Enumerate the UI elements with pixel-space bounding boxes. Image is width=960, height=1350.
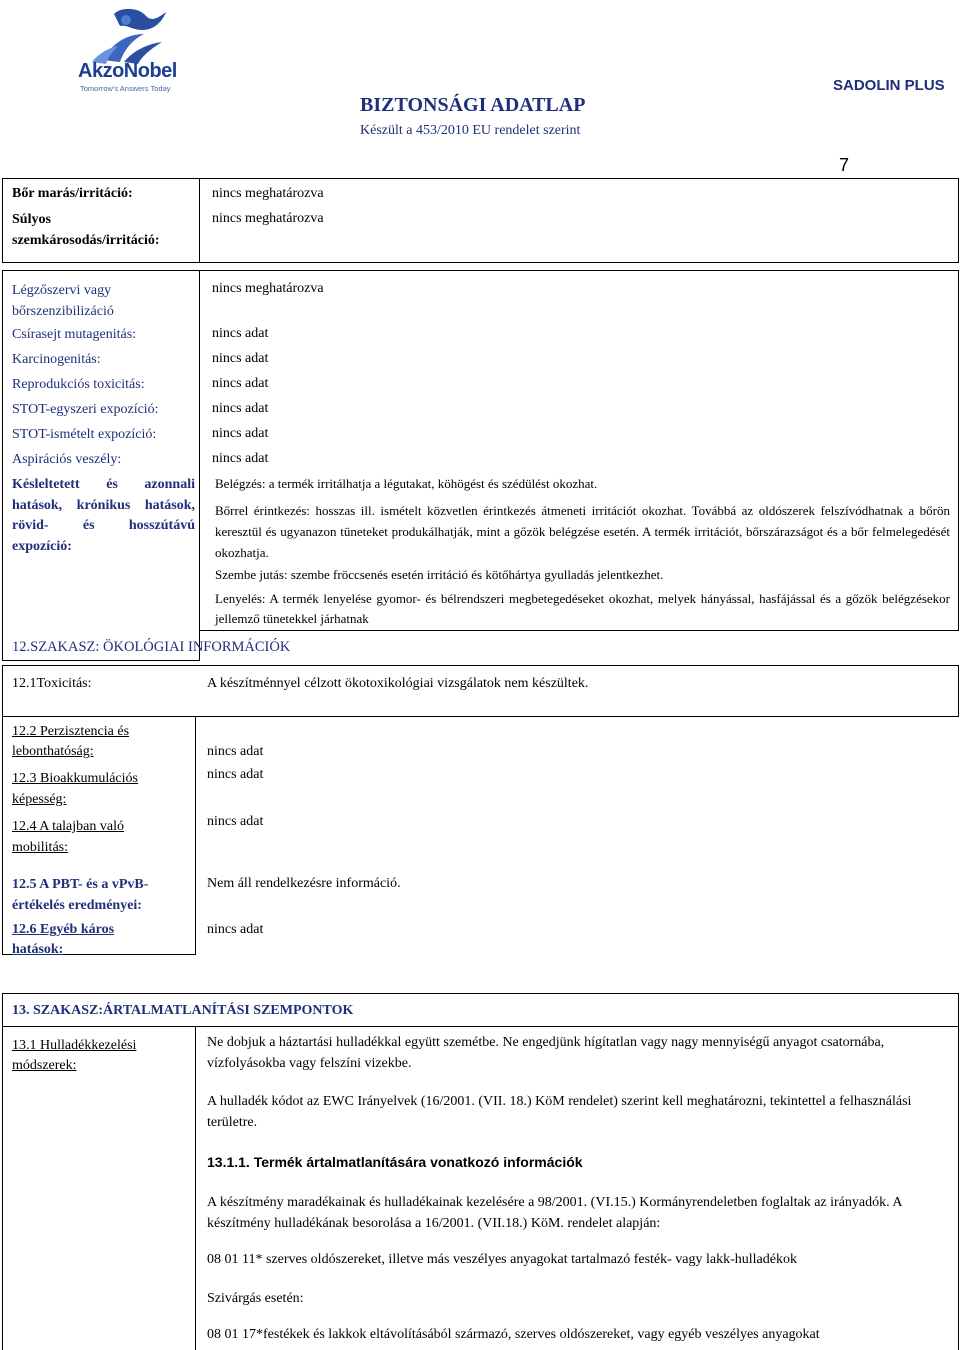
disposal-paragraph-3: A készítmény maradékainak és hulladékainak kezelésére a 98/2001. (VI.15.) Kormányrendeletben foglaltak az irányadók. A készítmény hulladékának besorolása a 16/2001. (VII.18.) KöM. rendelet alapján: xyxy=(207,1195,902,1231)
bioaccumulation-label: 12.3 Bioakkumulációs képesség: xyxy=(12,771,138,807)
bioaccumulation-value: nincs adat xyxy=(207,767,264,782)
waste-code-2: 08 01 17*festékek és lakkok eltávolításából származó, szerves oldószereket, vagy egyéb veszélyes anyagokat xyxy=(207,1327,820,1342)
other-effects-value: nincs adat xyxy=(207,922,264,937)
logo-text: AkzoNobel xyxy=(78,60,177,82)
page-number: 7 xyxy=(839,155,850,175)
document-subtitle: Készült a 453/2010 EU rendelet szerint xyxy=(360,123,581,138)
skin-irritation-label: Bőr marás/irritáció: xyxy=(12,186,133,201)
aspiration-label: Aspirációs veszély: xyxy=(12,452,122,467)
toxicity-label: 12.1Toxicitás: xyxy=(12,676,92,691)
effect-inhalation: Belégzés: a termék irritálhatja a légutakat, köhögést és szédülést okozhat. xyxy=(215,476,598,491)
disposal-paragraph-2: A hulladék kódot az EWC Irányelvek (16/2001. (VII. 18.) KöM rendelet) szerint kell meghatározni, tekintettel a felhasználási területre. xyxy=(207,1094,912,1130)
mutagenicity-value: nincs adat xyxy=(212,326,269,341)
disposal-paragraph-1: Ne dobjuk a háztartási hulladékkal együtt szemétbe. Ne engedjünk hígítatlan vagy nagy mennyiségű anyagot csatornába, vízfolyásokba vagy felszíni vizekbe. xyxy=(207,1035,885,1071)
effect-ingestion: Lenyelés: A termék lenyelése gyomor- és bélrendszeri megbetegedéseket okozhat, melyek hányással, hasfájással és a gőzök belégzésekor jellemző tünetekkel járhatnak xyxy=(215,591,950,626)
delayed-effects-label: Késleltetett és azonnali hatások, krónikus hatások, rövid- és hosszútávú expozíció: xyxy=(12,477,195,554)
sensitization-value: nincs meghatározva xyxy=(212,281,324,296)
persistence-value: nincs adat xyxy=(207,744,264,759)
soil-mobility-label: 12.4 A talajban való mobilitás: xyxy=(12,819,124,855)
leak-label: Szivárgás esetén: xyxy=(207,1291,304,1306)
eye-damage-value: nincs meghatározva xyxy=(212,211,324,226)
aspiration-value: nincs adat xyxy=(212,451,269,466)
carcinogenicity-value: nincs adat xyxy=(212,351,269,366)
stot-single-value: nincs adat xyxy=(212,401,269,416)
product-name: SADOLIN PLUS xyxy=(833,77,945,94)
stot-repeated-label: STOT-ismételt expozíció: xyxy=(12,427,157,442)
stot-repeated-value: nincs adat xyxy=(212,426,269,441)
pbt-assessment-value: Nem áll rendelkezésre információ. xyxy=(207,876,401,891)
company-logo xyxy=(62,4,192,94)
reproductive-toxicity-label: Reprodukciós toxicitás: xyxy=(12,377,145,392)
effect-skin: Bőrrel érintkezés: hosszas ill. ismételt közvetlen érintkezés átmeneti irritációt okozhat. Továbbá az oldószerek felszívódhatnak a bőrön keresztül és ugyanazon tüneteket produkálhatják, mint a gőzök belégzése esetén. A termék irritációt, bőrszárazságot és a bőr felmelegedését okozhatja. xyxy=(215,503,950,560)
section-12-title: 12.SZAKASZ: ÖKOLÓGIAI INFORMÁCIÓK xyxy=(12,639,291,655)
toxicity-value: A készítménnyel célzott ökotoxikológiai vizsgálatok nem készültek. xyxy=(207,676,589,691)
persistence-label: 12.2 Perzisztencia és lebonthatóság: xyxy=(12,724,130,759)
document-title: BIZTONSÁGI ADATLAP xyxy=(360,94,586,116)
other-effects-label: 12.6 Egyéb káros hatások: xyxy=(12,922,115,957)
mutagenicity-label: Csírasejt mutagenitás: xyxy=(12,327,137,342)
eye-damage-label: Súlyos szemkárosodás/irritáció: xyxy=(12,212,160,248)
stot-single-label: STOT-egyszeri expozíció: xyxy=(12,402,159,417)
skin-irritation-value: nincs meghatározva xyxy=(212,186,324,201)
section-13-title: 13. SZAKASZ:ÁRTALMATLANÍTÁSI SZEMPONTOK xyxy=(12,1003,354,1018)
waste-treatment-label: 13.1 Hulladékkezelési módszerek: xyxy=(12,1038,137,1073)
disposal-subheading: 13.1.1. Termék ártalmatlanítására vonatkozó információk xyxy=(207,1154,583,1170)
soil-mobility-value: nincs adat xyxy=(207,814,264,829)
reproductive-toxicity-value: nincs adat xyxy=(212,376,269,391)
carcinogenicity-label: Karcinogenitás: xyxy=(12,352,101,367)
sensitization-label: Légzőszervi vagy bőrszenzibilizáció xyxy=(12,283,114,319)
pbt-assessment-label: 12.5 A PBT- és a vPvB-értékelés eredményei: xyxy=(12,877,149,913)
logo-tagline: Tomorrow's Answers Today xyxy=(80,84,171,93)
logo-figure-icon xyxy=(62,4,192,64)
effect-eye: Szembe jutás: szembe fröccsenés esetén irritáció és kötőhártya gyulladás jelentkezhet. xyxy=(215,567,664,582)
waste-code-1: 08 01 11* szerves oldószereket, illetve más veszélyes anyagokat tartalmazó festék- vagy lakk-hulladékok xyxy=(207,1252,797,1267)
